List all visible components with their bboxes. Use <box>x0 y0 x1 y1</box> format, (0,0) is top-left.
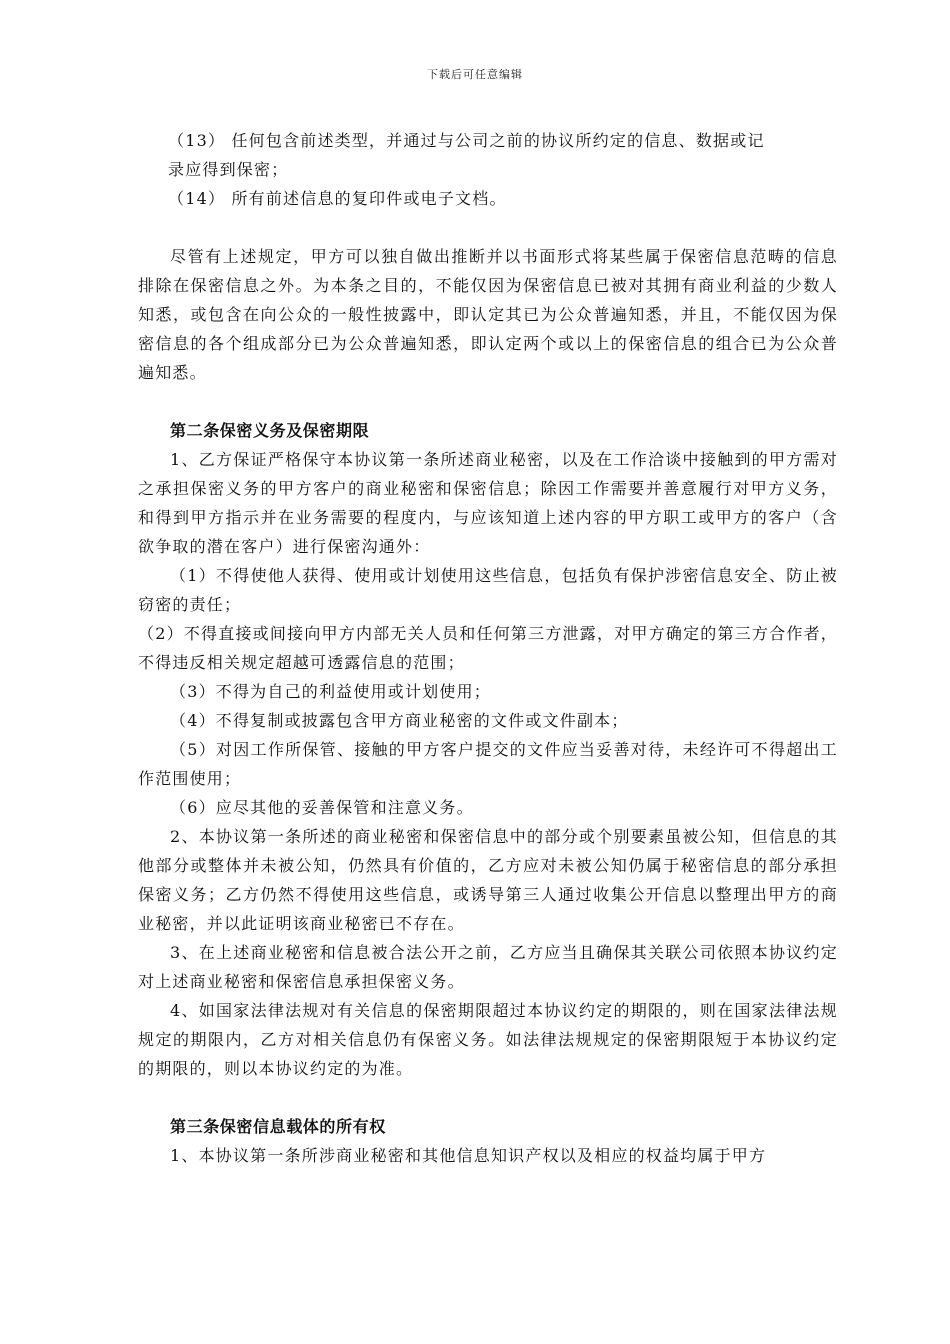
article-2-item-1: （1）不得使他人获得、使用或计划使用这些信息，包括负有保护涉密信息安全、防止被窃密的责任； <box>138 566 838 614</box>
article-2-paragraph-4: 4、如国家法律法规对有关信息的保密期限超过本协议约定的期限的，则在国家法律法规规定的期限内，乙方对相关信息仍有保密义务。如法律法规规定的保密期限短于本协议约定的期限的，则以本协议约定的为准。 <box>138 1001 838 1078</box>
article-2-paragraph-1: 1、乙方保证严格保守本协议第一条所述商业秘密，以及在工作洽谈中接触到的甲方需对之承担保密义务的甲方客户的商业秘密和保密信息；除因工作需要并善意履行对甲方义务，和得到甲方指示并在业务需要的程度内，与应该知道上述内容的甲方职工或甲方的客户（含欲争取的潜在客户）进行保密沟通外： <box>138 450 838 556</box>
article-2-item-3: （3）不得为自己的利益使用或计划使用； <box>170 682 491 701</box>
paragraph-exclusion: 尽管有上述规定，甲方可以独自做出推断并以书面形式将某些属于保密信息范畴的信息排除在保密信息之外。为本条之目的，不能仅因为保密信息已被对其拥有商业利益的少数人知悉，或包含在向公众的一般性披露中，即认定其已为公众普遍知悉，并且，不能仅因为保密信息的各个组成部分已为公众普遍知悉，即认定两个或以上的保密信息的组合已为公众普遍知悉。 <box>138 247 838 382</box>
article-2-heading: 第二条保密义务及保密期限 <box>170 421 370 440</box>
spacer <box>138 213 838 242</box>
article-3-heading: 第三条保密信息载体的所有权 <box>170 1117 386 1136</box>
article-2-item-5: （5）对因工作所保管、接触的甲方客户提交的文件应当妥善对待，未经许可不得超出工作范围使用； <box>138 740 838 788</box>
spacer <box>138 1083 838 1112</box>
article-2-item-6: （6）应尽其他的妥善保管和注意义务。 <box>170 798 474 817</box>
document-body <box>138 126 838 1170</box>
list-item-14: （14） 所有前述信息的复印件或电子文档。 <box>168 189 507 208</box>
article-3-paragraph-1: 1、本协议第一条所涉商业秘密和其他信息知识产权以及相应的权益均属于甲方 <box>170 1146 767 1165</box>
list-item-13-line1: （13） 任何包含前述类型，并通过与公司之前的协议所约定的信息、数据或记 <box>168 131 765 150</box>
article-2-item-2: （2）不得直接或间接向甲方内部无关人员和任何第三方泄露，对甲方确定的第三方合作者，不得违反相关规定超越可透露信息的范围； <box>138 624 838 672</box>
spacer <box>138 387 838 416</box>
article-2-paragraph-3: 3、在上述商业秘密和信息被合法公开之前，乙方应当且确保其关联公司依照本协议约定对上述商业秘密和保密信息承担保密义务。 <box>138 943 838 991</box>
article-2-item-4: （4）不得复制或披露包含甲方商业秘密的文件或文件副本； <box>170 711 629 730</box>
header-note: 下载后可任意编辑 <box>427 68 523 81</box>
article-2-paragraph-2: 2、本协议第一条所述的商业秘密和保密信息中的部分或个别要素虽被公知，但信息的其他部分或整体并未被公知，仍然具有价值的，乙方应对未被公知仍属于秘密信息的部分承担保密义务；乙方仍然不得使用这些信息，或诱导第三人通过收集公开信息以整理出甲方的商业秘密，并以此证明该商业秘密已不存在。 <box>138 827 838 933</box>
list-item-13-line2: 录应得到保密； <box>168 160 289 179</box>
